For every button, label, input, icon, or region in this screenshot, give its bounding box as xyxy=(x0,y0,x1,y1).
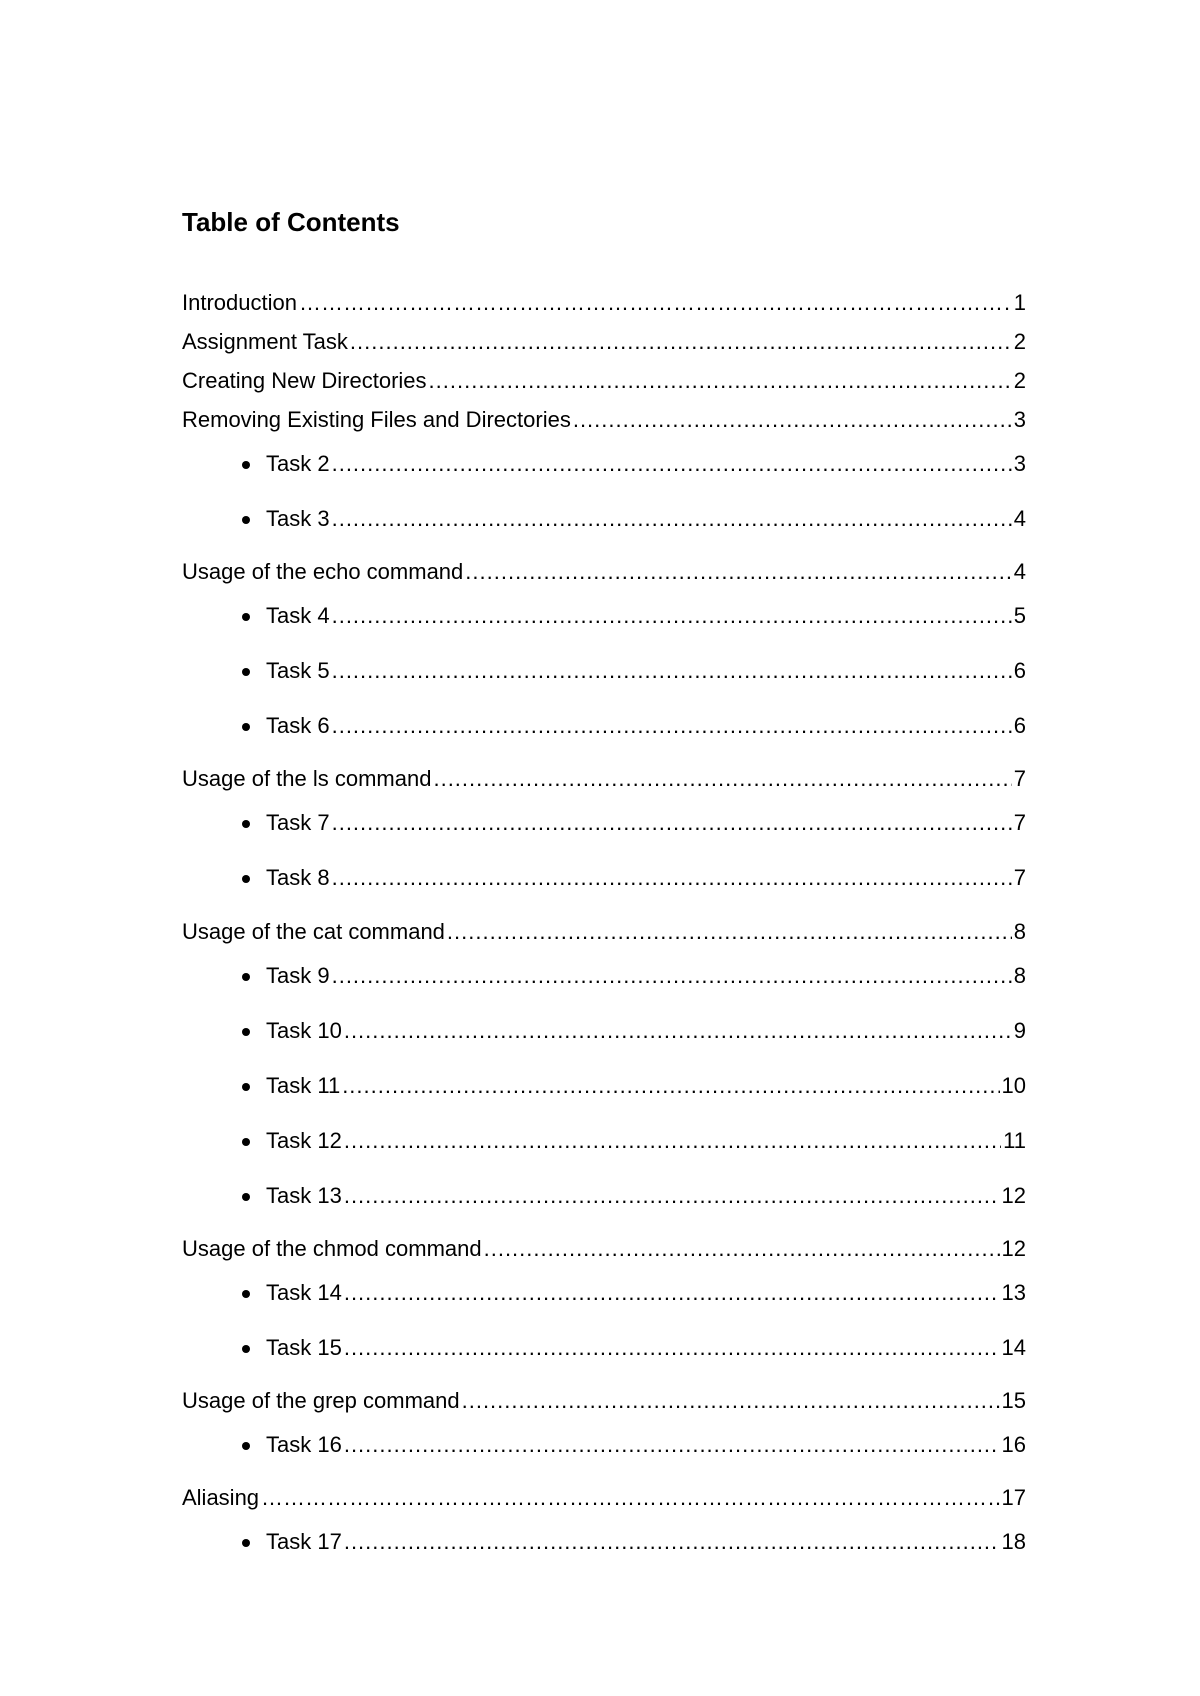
bullet-icon xyxy=(242,973,250,981)
dot-leader xyxy=(332,504,1012,534)
toc-page-number: 5 xyxy=(1013,603,1026,628)
toc-page-number: 6 xyxy=(1013,658,1026,683)
toc-page-number: 3 xyxy=(1013,407,1026,432)
toc-entry-label: Creating New Directories xyxy=(182,368,427,393)
dot-leader xyxy=(484,1234,1000,1264)
toc-page-number: 3 xyxy=(1013,451,1026,476)
toc-entry[interactable] xyxy=(182,366,1026,396)
toc-page-number: 7 xyxy=(1013,766,1026,791)
toc-page-number: 7 xyxy=(1013,865,1026,890)
toc-entry[interactable] xyxy=(182,557,1026,587)
bullet-icon xyxy=(242,1028,250,1036)
toc-entry[interactable] xyxy=(182,327,1026,357)
toc-entry-label: Task 2 xyxy=(266,451,330,476)
dot-leader xyxy=(447,917,1012,947)
bullet-icon xyxy=(242,1290,250,1298)
toc-title: Table of Contents xyxy=(182,207,400,237)
toc-subentry[interactable] xyxy=(266,1527,1026,1557)
toc-entry[interactable] xyxy=(182,1386,1026,1416)
dot-leader xyxy=(299,288,1012,318)
toc-page-number: 2 xyxy=(1013,368,1026,393)
toc-entry-label: Task 17 xyxy=(266,1529,342,1554)
toc-entry-label: Task 13 xyxy=(266,1183,342,1208)
toc-entry-label: Usage of the ls command xyxy=(182,766,432,791)
toc-entry-label: Task 15 xyxy=(266,1335,342,1360)
dot-leader xyxy=(344,1333,1000,1363)
toc-entry[interactable] xyxy=(182,1234,1026,1264)
dot-leader xyxy=(350,327,1012,357)
toc-entry-label: Task 5 xyxy=(266,658,330,683)
toc-subentry[interactable] xyxy=(266,1278,1026,1308)
bullet-icon xyxy=(242,723,250,731)
bullet-icon xyxy=(242,875,250,883)
toc-subentry[interactable] xyxy=(266,504,1026,534)
dot-leader xyxy=(344,1181,1000,1211)
dot-leader xyxy=(344,1278,1000,1308)
toc-entry-label: Usage of the echo command xyxy=(182,559,464,584)
toc-page-number: 2 xyxy=(1013,329,1026,354)
toc-page-number: 9 xyxy=(1013,1018,1026,1043)
toc-entry[interactable] xyxy=(182,917,1026,947)
toc-entry[interactable] xyxy=(182,1483,1026,1513)
toc-subentry[interactable] xyxy=(266,449,1026,479)
toc-page-number: 8 xyxy=(1013,919,1026,944)
dot-leader xyxy=(462,1386,1000,1416)
toc-subentry[interactable] xyxy=(266,1333,1026,1363)
toc-page-number: 4 xyxy=(1013,506,1026,531)
toc-subentry[interactable] xyxy=(266,961,1026,991)
dot-leader xyxy=(332,601,1012,631)
dot-leader xyxy=(332,449,1012,479)
dot-leader xyxy=(344,1430,1000,1460)
toc-page-number: 16 xyxy=(1001,1432,1026,1457)
toc-page-number: 7 xyxy=(1013,810,1026,835)
toc-page-number: 1 xyxy=(1013,290,1026,315)
toc-entry-label: Task 16 xyxy=(266,1432,342,1457)
bullet-icon xyxy=(242,668,250,676)
dot-leader xyxy=(344,1527,1000,1557)
bullet-icon xyxy=(242,461,250,469)
toc-page-number: 15 xyxy=(1001,1388,1026,1413)
toc-entry[interactable] xyxy=(182,764,1026,794)
toc-entry[interactable] xyxy=(182,405,1026,435)
toc-entry-label: Aliasing xyxy=(182,1485,260,1510)
toc-entry[interactable] xyxy=(182,288,1026,318)
toc-subentry[interactable] xyxy=(266,711,1026,741)
toc-entry-label: Removing Existing Files and Directories xyxy=(182,407,571,432)
toc-subentry[interactable] xyxy=(266,1016,1026,1046)
toc-entry-label: Usage of the cat command xyxy=(182,919,445,944)
toc-page-number: 14 xyxy=(1001,1335,1026,1360)
toc-entry-label: Task 14 xyxy=(266,1280,342,1305)
toc-entry-label: Task 4 xyxy=(266,603,330,628)
bullet-icon xyxy=(242,613,250,621)
toc-entry-label: Assignment Task xyxy=(182,329,348,354)
toc-entry-label: Introduction xyxy=(182,290,297,315)
bullet-icon xyxy=(242,1345,250,1353)
toc-entry-label: Task 8 xyxy=(266,865,330,890)
dot-leader xyxy=(332,808,1012,838)
bullet-icon xyxy=(242,820,250,828)
toc-page-number: 12 xyxy=(1001,1236,1026,1261)
dot-leader xyxy=(332,656,1012,686)
dot-leader xyxy=(573,405,1012,435)
bullet-icon xyxy=(242,1539,250,1547)
dot-leader xyxy=(433,764,1011,794)
dot-leader xyxy=(332,711,1012,741)
toc-subentry[interactable] xyxy=(266,863,1026,893)
toc-page-number: 12 xyxy=(1001,1183,1026,1208)
dot-leader xyxy=(342,1071,999,1101)
toc-subentry[interactable] xyxy=(266,1071,1026,1101)
toc-subentry[interactable] xyxy=(266,1126,1026,1156)
toc-entry-label: Task 11 xyxy=(266,1073,341,1098)
toc-entry-label: Task 9 xyxy=(266,963,330,988)
toc-entry-label: Task 7 xyxy=(266,810,330,835)
toc-subentry[interactable] xyxy=(266,656,1026,686)
toc-entry-label: Task 12 xyxy=(266,1128,342,1153)
dot-leader xyxy=(344,1126,1001,1156)
toc-subentry[interactable] xyxy=(266,1430,1026,1460)
bullet-icon xyxy=(242,1442,250,1450)
toc-entry-label: Usage of the grep command xyxy=(182,1388,460,1413)
dot-leader xyxy=(465,557,1011,587)
dot-leader xyxy=(261,1483,999,1513)
toc-page-number: 13 xyxy=(1001,1280,1026,1305)
dot-leader xyxy=(332,863,1012,893)
toc-subentry[interactable] xyxy=(266,601,1026,631)
dot-leader xyxy=(332,961,1012,991)
toc-page-number: 4 xyxy=(1013,559,1026,584)
toc-entry-label: Task 3 xyxy=(266,506,330,531)
toc-page-number: 11 xyxy=(1003,1128,1026,1153)
toc-entry-label: Task 10 xyxy=(266,1018,342,1043)
toc-page-number: 6 xyxy=(1013,713,1026,738)
toc-entry-label: Task 6 xyxy=(266,713,330,738)
toc-page-number: 10 xyxy=(1001,1073,1026,1098)
toc-subentry[interactable] xyxy=(266,808,1026,838)
bullet-icon xyxy=(242,516,250,524)
dot-leader xyxy=(344,1016,1012,1046)
toc-page-number: 18 xyxy=(1001,1529,1026,1554)
toc-subentry[interactable] xyxy=(266,1181,1026,1211)
bullet-icon xyxy=(242,1083,250,1091)
toc-entry-label: Usage of the chmod command xyxy=(182,1236,482,1261)
bullet-icon xyxy=(242,1138,250,1146)
toc-page-number: 8 xyxy=(1013,963,1026,988)
toc-page-number: 17 xyxy=(1001,1485,1026,1510)
bullet-icon xyxy=(242,1193,250,1201)
dot-leader xyxy=(429,366,1012,396)
